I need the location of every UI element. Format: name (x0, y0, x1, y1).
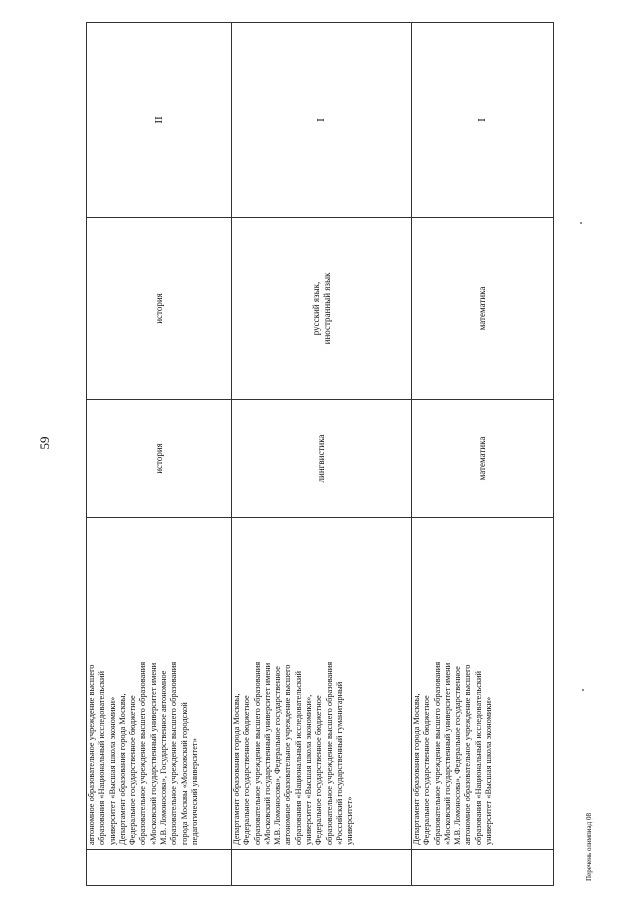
organizer-line: «Российский государственный гуманитарный (334, 681, 344, 845)
organizer-line: автономное образовательное учреждение высшего (86, 664, 96, 845)
organizer-line: «Московский государственный университет имени (148, 662, 158, 845)
organizer-line: М.В. Ломоносова», Государственное автономное (158, 669, 168, 845)
subject-line: русский язык, (310, 281, 320, 335)
organizer-line: образования «Национальный исследовательский (96, 670, 106, 845)
organizers-cell (86, 517, 231, 849)
row-number-cell (86, 849, 231, 885)
row-number-cell (231, 849, 411, 885)
subjects-cell (231, 217, 411, 399)
organizer-line: «Московский государственный университет имени (262, 662, 272, 845)
organizer-line: М.В. Ломоносова», Федеральное государственное (272, 665, 282, 845)
organizers-cell (231, 517, 411, 849)
scan-speck (582, 689, 584, 691)
organizer-line: Федеральное государственное бюджетное (127, 694, 137, 845)
olympiad-table (86, 22, 554, 886)
organizer-line: Федеральное государственное бюджетное (313, 694, 323, 845)
organizer-line: университет «Высшая школа экономики» (107, 696, 117, 845)
profile-cell: лингвистика (231, 399, 411, 517)
organizer-line: образовательное учреждение высшего образования (137, 661, 147, 845)
organizer-line: университет «Высшая школа экономики», (303, 694, 313, 845)
organizer-line: образования «Национальный исследовательский (293, 670, 303, 845)
organizer-line: автономное образовательное учреждение высшего (282, 664, 292, 845)
organizer-line: Федеральное государственное бюджетное (421, 694, 431, 845)
subject-line: иностранный язык (321, 272, 331, 344)
organizer-line: Департамент образования города Москвы, (117, 692, 127, 845)
subject-line: история (153, 292, 163, 324)
organizer-line: М.В. Ломоносова», Федеральное государственное (452, 665, 462, 845)
organizer-line: образовательное учреждение высшего образования (324, 661, 334, 845)
organizer-line: образовательное учреждение высшего образования (168, 661, 178, 845)
organizer-line: образовательное учреждение высшего образования (252, 661, 262, 845)
table-row (411, 22, 553, 885)
page-number: 59 (37, 436, 52, 450)
footer-document-title: Перечень олимпиад 08 (585, 813, 593, 881)
scan-speck (580, 222, 582, 224)
organizer-line: образовательное учреждение высшего образования (432, 661, 442, 845)
profile-cell: математика (411, 399, 553, 517)
level-cell: II (86, 22, 231, 217)
row-number-cell (411, 849, 553, 885)
level-cell: I (411, 22, 553, 217)
subject-line: математика (476, 286, 487, 330)
organizer-line: Департамент образования города Москвы, (411, 692, 421, 845)
organizer-line: автономное образовательное учреждение высшего (462, 664, 472, 845)
organizers-cell (411, 517, 553, 849)
organizer-line: Департамент образования города Москвы, (231, 692, 241, 845)
table-row (86, 22, 231, 885)
table-row (231, 22, 411, 885)
organizer-line: города Москвы «Московский городской (179, 701, 189, 845)
organizer-line: университет» (344, 796, 354, 845)
profile-cell: история (86, 399, 231, 517)
subjects-cell (86, 217, 231, 399)
level-cell: I (231, 22, 411, 217)
organizer-line: университет «Высшая школа экономики» (483, 696, 493, 845)
olympiad-table-wrapper (86, 22, 553, 885)
organizer-line: образования «Национальный исследовательский (473, 670, 483, 845)
organizer-line: педагогический университет» (189, 737, 199, 845)
subjects-cell (411, 217, 553, 399)
organizer-line: «Московский государственный университет имени (442, 662, 452, 845)
organizer-line: Федеральное государственное бюджетное (241, 694, 251, 845)
